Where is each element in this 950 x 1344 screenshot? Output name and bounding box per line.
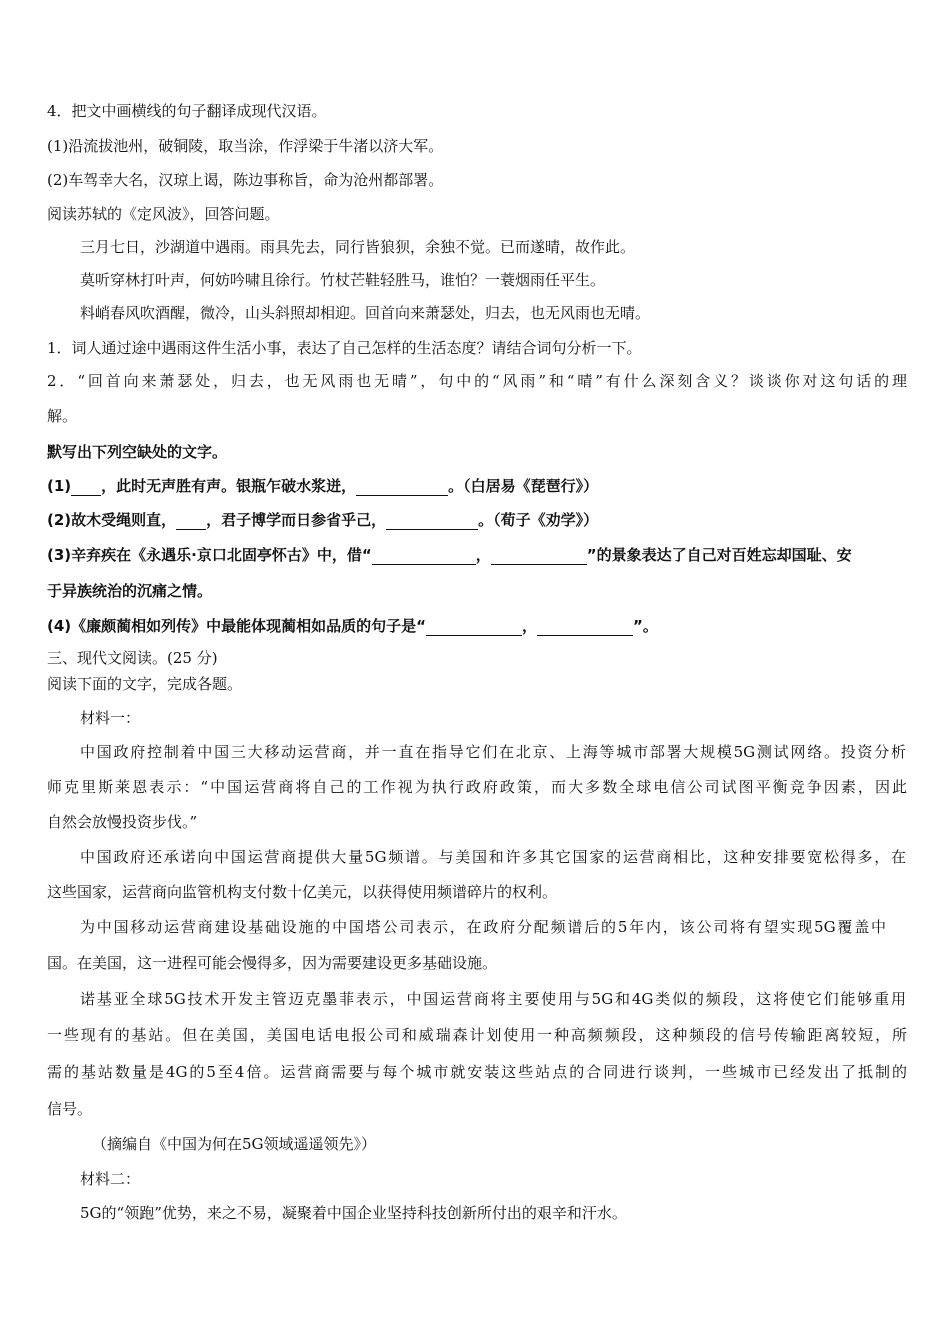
material-1-para-1: 中国政府控制着中国三大移动运营商，并一直在指导它们在北京、上海等城市部署大规模5G测试网络。投资分析 <box>80 743 906 761</box>
material-1-para-1-end: 自然会放慢投资步伐。” <box>47 813 198 831</box>
fill-blank[interactable] <box>537 619 633 636</box>
dictation-text: ， <box>522 617 538 635</box>
material-1-label: 材料一： <box>80 709 141 727</box>
dictation-text: ，君子博学而日参省乎己， <box>206 511 387 529</box>
poem-line-2: 料峭春风吹酒醒，微冷，山头斜照却相迎。回首向来萧瑟处，归去，也无风雨也无晴。 <box>80 304 651 322</box>
material-1-para-4-cont2: 需的基站数量是4G的5至4倍。运营商需要与每个城市就安装这些站点的合同进行谈判，一些城市已经发出了抵制的 <box>47 1063 907 1081</box>
poem-line-1: 莫听穿林打叶声，何妨吟啸且徐行。竹杖芒鞋轻胜马，谁怕？一蓑烟雨任平生。 <box>80 271 606 289</box>
dictation-text: (3)辛弃疾在《永遇乐·京口北固亭怀古》中，借“ <box>47 546 372 564</box>
material-1-para-3: 为中国移动运营商建设基础设施的中国塔公司表示，在政府分配频谱后的5年内，该公司将有望实现5G覆盖中 <box>80 918 886 936</box>
dictation-item-3-cont: 于异族统治的沉痛之情。 <box>47 582 213 600</box>
material-1-para-4-cont: 一些现有的基站。但在美国，美国电话电报公司和威瑞森计划使用一种高频频段，这种频段的信号传输距离较短，所 <box>47 1026 907 1044</box>
dictation-item-3 <box>47 545 852 565</box>
dictation-item-2 <box>47 510 598 530</box>
material-1-source: （摘编自《中国为何在5G领域遥遥领先》） <box>92 1135 377 1153</box>
material-2-para-1: 5G的“领跑”优势，来之不易，凝聚着中国企业坚持科技创新所付出的艰辛和汗水。 <box>80 1204 627 1222</box>
material-1-para-2-cont: 这些国家，运营商向监管机构支付数十亿美元，以获得使用频谱碎片的权利。 <box>47 883 558 901</box>
poem-intro: 阅读苏轼的《定风波》，回答问题。 <box>47 205 280 223</box>
dictation-text: 。（荀子《劝学》） <box>478 511 599 529</box>
dictation-text: ，此时无声胜有声。银瓶乍破水浆迸， <box>101 477 357 495</box>
dictation-item-1 <box>47 476 598 496</box>
dictation-text: (1) <box>47 477 72 495</box>
poem-question-2: 2．“回首向来萧瑟处，归去，也无风雨也无晴”，句中的“风雨”和“晴”有什么深刻含义？谈谈你对这句话的理 <box>47 372 907 390</box>
section-3-instruction: 阅读下面的文字，完成各题。 <box>47 675 243 693</box>
q4-sentence-1: (1)沿流拔池州，破铜陵，取当涂，作浮梁于牛渚以济大军。 <box>47 137 444 155</box>
material-2-label: 材料二： <box>80 1170 141 1188</box>
fill-blank[interactable] <box>386 513 478 530</box>
material-1-para-2: 中国政府还承诺向中国运营商提供大量5G频谱。与美国和许多其它国家的运营商相比，这种安排要宽松得多，在 <box>80 848 906 866</box>
q4-stem: 4．把文中画横线的句子翻译成现代汉语。 <box>47 102 327 120</box>
dictation-text: ”。 <box>633 617 658 635</box>
poem-question-2-cont: 解。 <box>47 407 78 425</box>
section-3-title: 三、现代文阅读。(25 分) <box>47 649 218 667</box>
material-1-para-3-cont: 国。在美国，这一进程可能会慢得多，因为需要建设更多基础设施。 <box>47 954 498 972</box>
fill-blank[interactable] <box>176 513 206 530</box>
fill-blank[interactable] <box>426 619 522 636</box>
material-1-para-4: 诺基亚全球5G技术开发主管迈克墨菲表示，中国运营商将主要使用与5G和4G类似的频段，这将使它们能够重用 <box>80 990 906 1008</box>
poem-question-1: 1．词人通过途中遇雨这件生活小事，表达了自己怎样的生活态度？请结合词句分析一下。 <box>47 339 642 357</box>
material-1-para-1-cont: 师克里斯莱恩表示：“中国运营商将自己的工作视为执行政府政策，而大多数全球电信公司试图平衡竞争因素，因此 <box>47 778 907 796</box>
dictation-text: (2)故木受绳则直， <box>47 511 177 529</box>
material-1-para-4-end: 信号。 <box>47 1100 93 1118</box>
fill-blank[interactable] <box>372 548 476 565</box>
dictation-text: ”的景象表达了自己对百姓忘却国耻、安 <box>586 546 852 564</box>
fill-blank[interactable] <box>356 479 448 496</box>
dictation-text: (4)《廉颇蔺相如列传》中最能体现蔺相如品质的句子是“ <box>47 617 427 635</box>
fill-blank[interactable] <box>71 479 101 496</box>
q4-sentence-2: (2)车驾幸大名，汉琼上谒，陈边事称旨，命为沧州都部署。 <box>47 171 444 189</box>
dictation-text: 。（白居易《琵琶行》） <box>448 477 599 495</box>
dictation-title: 默写出下列空缺处的文字。 <box>47 443 228 461</box>
fill-blank[interactable] <box>491 548 587 565</box>
dictation-item-4 <box>47 616 658 636</box>
poem-preface: 三月七日，沙湖道中遇雨。雨具先去，同行皆狼狈，余独不觉。已而遂晴，故作此。 <box>80 238 636 256</box>
dictation-text: ， <box>475 546 491 564</box>
